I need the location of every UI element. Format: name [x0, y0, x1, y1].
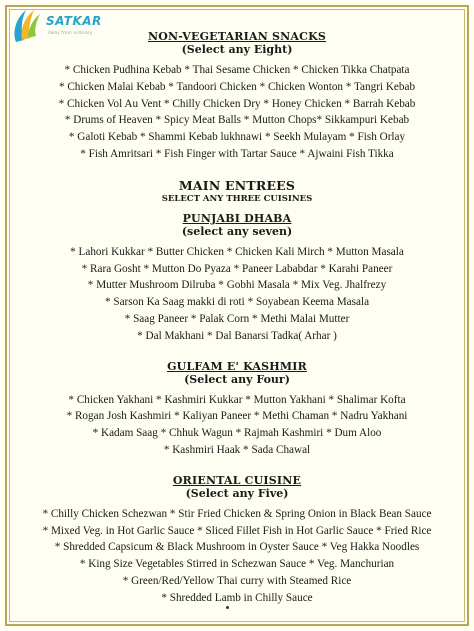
list-item: * Shredded Capsicum & Black Mushroom in Oyster Sauce * Veg Hakka Noodles	[54, 541, 420, 554]
snacks-subtitle: (Select any Eight)	[181, 43, 293, 56]
list-item: * Rara Gosht * Mutton Do Pyaza * Paneer Lababdar * Karahi Paneer	[81, 262, 393, 275]
list-item: * Saag Paneer * Palak Corn * Methi Malai Mutter	[124, 312, 350, 325]
snacks-title: NON-VEGETARIAN SNACKS	[148, 30, 326, 43]
list-item: * Dal Makhani * Dal Banarsi Tadka( Arhar )	[137, 329, 337, 342]
list-item: * Chilly Chicken Schezwan * Stir Fried Chicken & Spring Onion in Black Bean Sauce	[42, 507, 432, 520]
brand-name: SATKAR	[46, 14, 102, 28]
list-item: * Lahori Kukkar * Butter Chicken * Chicken Kali Mirch * Mutton Masala	[70, 245, 404, 258]
list-item: * Fish Amritsari * Fish Finger with Tartar Sauce * Ajwaini Fish Tikka	[80, 147, 394, 160]
kashmir-list	[14, 392, 460, 459]
punjabi-section	[14, 212, 460, 345]
oriental-list	[14, 506, 460, 607]
punjabi-subtitle: (select any seven)	[181, 224, 293, 238]
list-item: * Rogan Josh Kashmiri * Kaliyan Paneer * Methi Chaman * Nadru Yakhani	[66, 410, 408, 423]
brand-tagline: Away from ordinary	[48, 30, 93, 35]
list-item: * Kashmiri Haak * Sada Chawal	[163, 443, 311, 456]
list-item: * Shredded Lamb in Chilly Sauce	[161, 591, 313, 604]
list-item: * Sarson Ka Saag makki di roti * Soyabean Keema Masala	[104, 296, 370, 309]
kashmir-subtitle: (Select any Four)	[184, 372, 290, 386]
list-item: * King Size Vegetables Stirred in Schezwan Sauce * Veg. Manchurian	[79, 558, 395, 571]
list-item: * Kadam Saag * Chhuk Wagun * Rajmah Kashmiri * Dum Aloo	[92, 427, 382, 440]
list-item: * Chicken Vol Au Vent * Chilly Chicken Dry * Honey Chicken * Barrah Kebab	[58, 97, 416, 110]
oriental-title: ORIENTAL CUISINE	[172, 473, 302, 487]
main-entrees-subtitle: SELECT ANY THREE CUISINES	[161, 193, 313, 204]
punjabi-list	[14, 244, 460, 345]
list-item: * Chicken Yakhani * Kashmiri Kukkar * Mutton Yakhani * Shalimar Kofta	[68, 393, 406, 406]
punjabi-title: PUNJABI DHABA	[182, 211, 292, 225]
main-entrees-section	[14, 178, 460, 205]
kashmir-title: GULFAM E' KASHMIR	[167, 359, 307, 373]
list-item: * Mutter Mushroom Dilruba * Gobhi Masala * Mix Veg. Jhalfrezy	[87, 279, 387, 292]
snacks-section	[14, 30, 460, 163]
snacks-list	[14, 62, 460, 163]
list-item: * Green/Red/Yellow Thai curry with Steamed Rice	[122, 574, 352, 587]
kashmir-section	[14, 360, 460, 459]
list-item: * Chicken Pudhina Kebab * Thai Sesame Chicken * Chicken Tikka Chatpata	[64, 64, 410, 76]
list-item: * Drums of Heaven * Spicy Meat Balls * Mutton Chops* Sikkampuri Kebab	[64, 114, 410, 127]
oriental-subtitle: (Select any Five)	[185, 486, 289, 500]
main-entrees-title: MAIN ENTREES	[178, 177, 296, 193]
menu-content	[14, 30, 460, 607]
list-item: * Mixed Veg. in Hot Garlic Sauce * Sliced Fillet Fish in Hot Garlic Sauce * Fried Rice	[42, 524, 432, 537]
oriental-section	[14, 474, 460, 607]
list-item: * Galoti Kebab * Shammi Kebab lukhnawi * Seekh Mulayam * Fish Orlay	[68, 131, 406, 144]
list-item: * Chicken Malai Kebab * Tandoori Chicken * Chicken Wonton * Tangri Kebab	[58, 80, 416, 93]
page-mark	[226, 606, 229, 609]
